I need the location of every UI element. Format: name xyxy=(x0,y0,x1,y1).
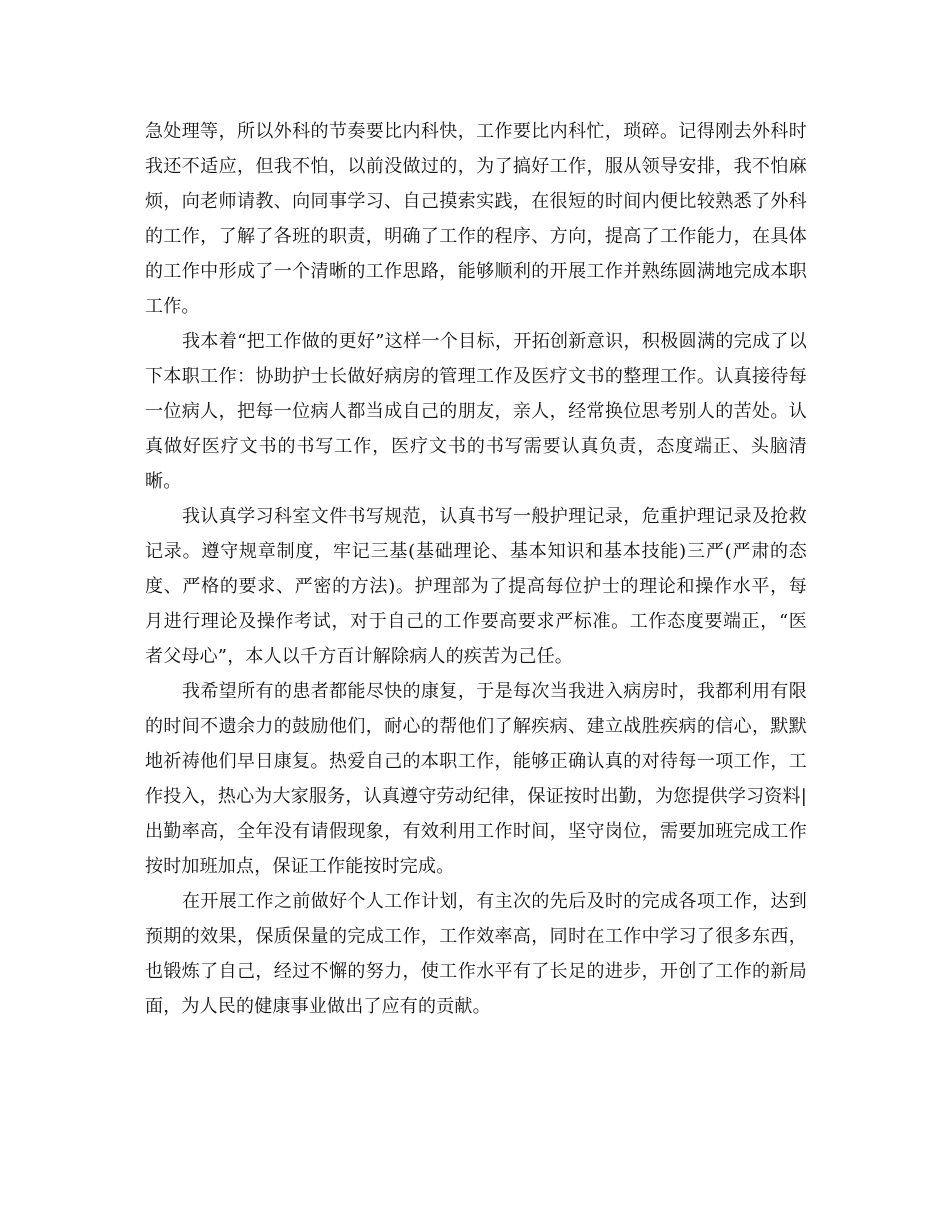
paragraph-4: 我希望所有的患者都能尽快的康复，于是每次当我进入病房时，我都利用有限的时间不遗余力的鼓励他们，耐心的帮他们了解疾病、建立战胜疾病的信心，默默地祈祷他们早日康复。热爱自己的本职工作，能够正确认真的对待每一项工作，工作投入，热心为大家服务，认真遵守劳动纪律，保证按时出勤，为您提供学习资料|出勤率高，全年没有请假现象，有效利用工作时间，坚守岗位，需要加班完成工作按时加班加点，保证工作能按时完成。 xyxy=(145,681,807,877)
paragraph-1: 急处理等，所以外科的节奏要比内科快，工作要比内科忙，琐碎。记得刚去外科时我还不适应，但我不怕，以前没做过的，为了搞好工作，服从领导安排，我不怕麻烦，向老师请教、向同事学习、自己摸索实践，在很短的时间内便比较熟悉了外科的工作，了解了各班的职责，明确了工作的程序、方向，提高了工作能力，在具体的工作中形成了一个清晰的工作思路，能够顺利的开展工作并熟练圆满地完成本职工作。 xyxy=(145,121,807,317)
document-body xyxy=(145,114,807,1024)
paragraph-2: 我本着“把工作做的更好”这样一个目标，开拓创新意识，积极圆满的完成了以下本职工作：协助护士长做好病房的管理工作及医疗文书的整理工作。认真接待每一位病人，把每一位病人都当成自己的朋友，亲人，经常换位思考别人的苦处。认真做好医疗文书的书写工作，医疗文书的书写需要认真负责，态度端正、头脑清晰。 xyxy=(145,331,807,492)
paragraph-3: 我认真学习科室文件书写规范，认真书写一般护理记录，危重护理记录及抢救记录。遵守规章制度，牢记三基(基础理论、基本知识和基本技能)三严(严肃的态度、严格的要求、严密的方法)。护理部为了提高每位护士的理论和操作水平，每月进行理论及操作考试，对于自己的工作要高要求严标准。工作态度要端正，“医者父母心”，本人以千方百计解除病人的疾苦为己任。 xyxy=(145,506,807,667)
paragraph-5: 在开展工作之前做好个人工作计划，有主次的先后及时的完成各项工作，达到预期的效果，保质保量的完成工作，工作效率高，同时在工作中学习了很多东西，也锻炼了自己，经过不懈的努力，使工作水平有了长足的进步，开创了工作的新局面，为人民的健康事业做出了应有的贡献。 xyxy=(145,891,807,1017)
